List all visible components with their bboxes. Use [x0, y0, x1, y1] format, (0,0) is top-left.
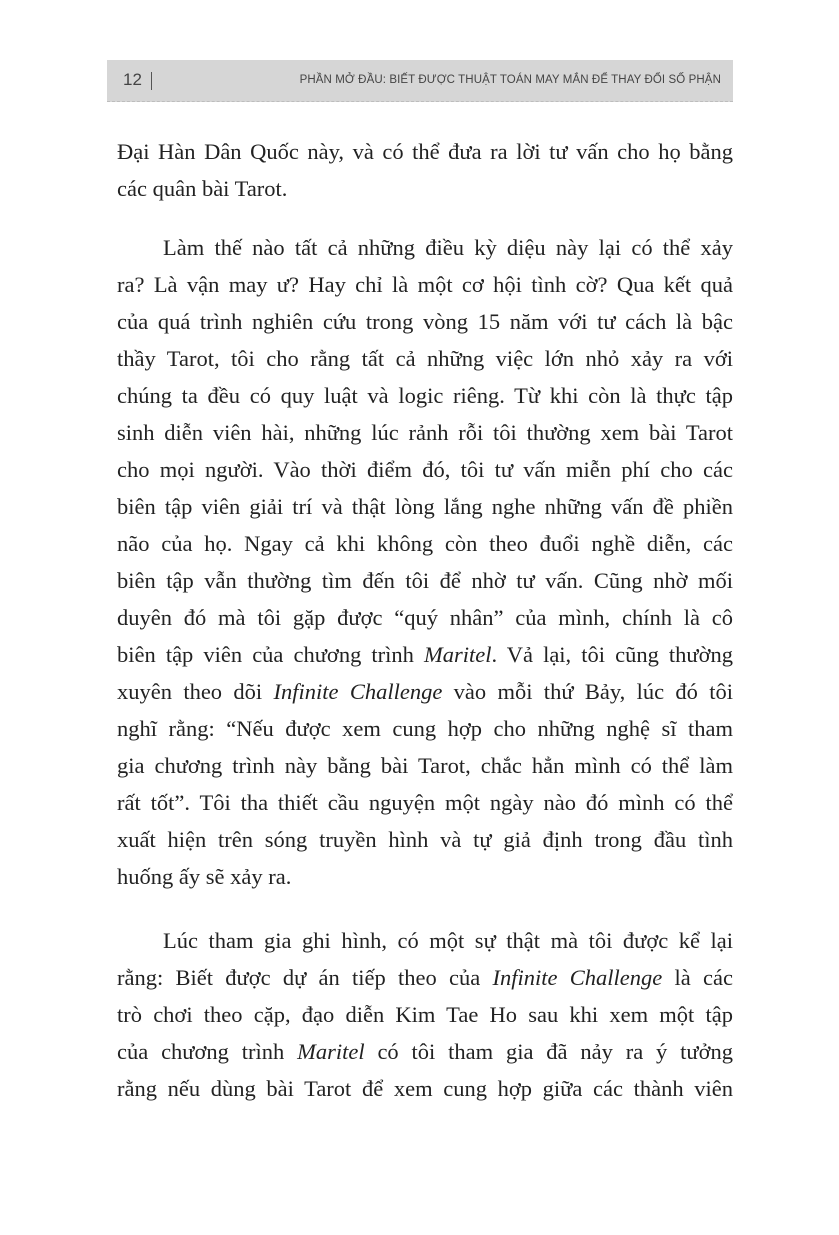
text-run: thầy Tarot, tôi cho rằng tất cả những việc lớn nhỏ xảy ra với	[117, 346, 733, 371]
text-run: . Vả lại, tôi cũng thường	[491, 642, 733, 667]
text-run: vào mỗi thứ Bảy, lúc đó tôi	[442, 679, 734, 704]
text-run: của quá trình nghiên cứu trong vòng 15 năm với tư cách là bậc	[117, 309, 733, 334]
text-run: của chương trình	[117, 1039, 298, 1064]
text-run: duyên đó mà tôi gặp được “quý nhân” của mình, chính là cô	[117, 605, 733, 630]
text-run: chúng ta đều có quy luật và logic riêng. Từ khi còn là thực tập	[117, 383, 733, 408]
text-line	[117, 922, 733, 959]
text-run: gia chương trình này bằng bài Tarot, chắc hẳn mình có thể làm	[117, 753, 733, 778]
text-line	[117, 451, 733, 488]
running-header	[107, 60, 733, 102]
text-line	[117, 340, 733, 377]
text-run: trò chơi theo cặp, đạo diễn Kim Tae Ho sau khi xem một tập	[117, 1002, 733, 1027]
text-line	[117, 1033, 733, 1070]
text-run: xuyên theo dõi	[117, 679, 274, 704]
text-run: là các	[662, 965, 733, 990]
text-run: biên tập viên giải trí và thật lòng lắng nghe những vấn đề phiền	[117, 494, 733, 519]
text-run: có tôi tham gia đã nảy ra ý tưởng	[364, 1039, 733, 1064]
text-line	[117, 525, 733, 562]
text-run: sinh diễn viên hài, những lúc rảnh rỗi tôi thường xem bài Tarot	[117, 420, 733, 445]
text-line	[117, 784, 733, 821]
text-run: các quân bài Tarot.	[117, 176, 288, 201]
text-line	[117, 673, 733, 710]
text-line	[117, 303, 733, 340]
text-run: ra? Là vận may ư? Hay chỉ là một cơ hội tình cờ? Qua kết quả	[117, 272, 733, 297]
text-run: não của họ. Ngay cả khi không còn theo đuổi nghề diễn, các	[117, 531, 733, 556]
text-run: rất tốt”. Tôi tha thiết cầu nguyện một ngày nào đó mình có thể	[117, 790, 733, 815]
text-run: Đại Hàn Dân Quốc này, và có thể đưa ra lời tư vấn cho họ bằng	[117, 139, 733, 164]
running-head-title: PHẦN MỞ ĐẦU: BIẾT ĐƯỢC THUẬT TOÁN MAY MẮN ĐỂ THAY ĐỔI SỐ PHẬN	[299, 74, 721, 86]
text-run: rằng nếu dùng bài Tarot để xem cung hợp giữa các thành viên	[117, 1076, 733, 1101]
paragraph-3	[117, 922, 733, 1107]
text-line	[117, 747, 733, 784]
text-line	[117, 599, 733, 636]
text-run: cho mọi người. Vào thời điểm đó, tôi tư vấn miễn phí cho các	[117, 457, 733, 482]
text-line	[117, 710, 733, 747]
text-line	[117, 133, 733, 170]
text-line	[117, 821, 733, 858]
text-run: Lúc tham gia ghi hình, có một sự thật mà tôi được kể lại	[163, 928, 733, 953]
italic-title: Infinite Challenge	[492, 965, 663, 990]
italic-title: Infinite Challenge	[273, 679, 443, 704]
paragraph-1	[117, 133, 733, 207]
text-run: biên tập viên của chương trình	[117, 642, 424, 667]
italic-title: Maritel	[297, 1039, 365, 1064]
page-number: 12	[123, 70, 142, 89]
text-run: Làm thế nào tất cả những điều kỳ diệu này lại có thể xảy	[163, 235, 733, 260]
text-run: huống ấy sẽ xảy ra.	[117, 864, 292, 889]
text-line	[117, 959, 733, 996]
text-run: rằng: Biết được dự án tiếp theo của	[117, 965, 493, 990]
text-line	[117, 266, 733, 303]
text-line	[117, 996, 733, 1033]
text-line	[117, 488, 733, 525]
text-run: nghĩ rằng: “Nếu được xem cung hợp cho những nghệ sĩ tham	[117, 716, 733, 741]
text-line	[117, 562, 733, 599]
text-run: xuất hiện trên sóng truyền hình và tự giả định trong đầu tình	[117, 827, 733, 852]
text-line	[117, 858, 733, 895]
header-divider	[151, 72, 152, 90]
text-run: biên tập vẫn thường tìm đến tôi để nhờ tư vấn. Cũng nhờ mối	[117, 568, 733, 593]
text-line	[117, 636, 733, 673]
paragraph-2	[117, 229, 733, 895]
italic-title: Maritel	[423, 642, 492, 667]
text-line	[117, 1070, 733, 1107]
text-line	[117, 377, 733, 414]
text-line	[117, 229, 733, 266]
text-line	[117, 414, 733, 451]
text-line	[117, 170, 733, 207]
